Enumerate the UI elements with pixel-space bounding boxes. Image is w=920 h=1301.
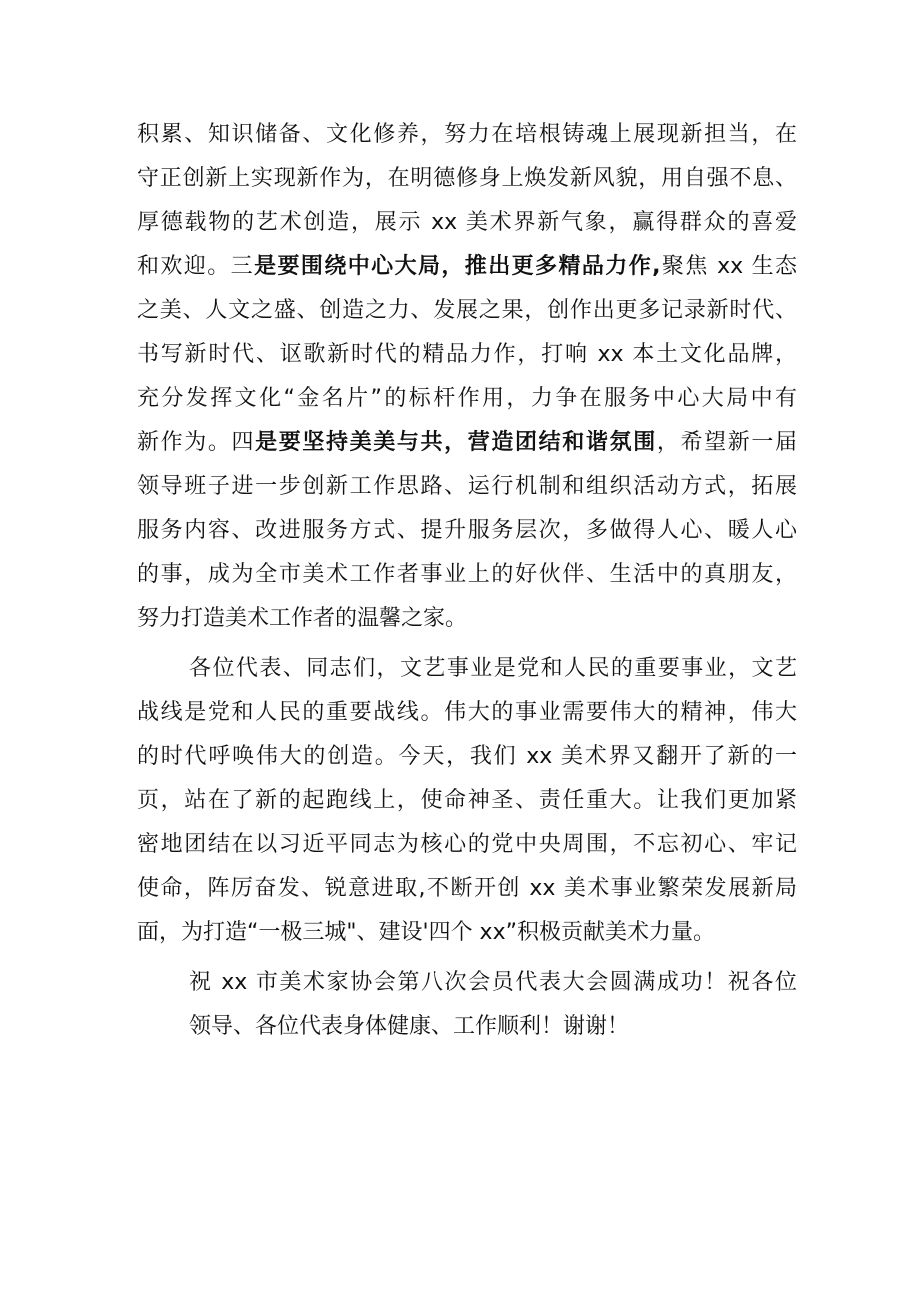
text-line: 领导、各位代表身体健康、工作顺利！谢谢！ xyxy=(189,1014,630,1039)
bold-heading-point-4: 是要坚持美美与共，营造团结和谐氛围 xyxy=(255,430,657,455)
text-line: 积累、知识储备、文化修养，努力在培根铸魂上展现新担当，在 xyxy=(137,122,797,147)
text-line xyxy=(137,421,797,465)
text-line: 使命，阵厉奋发、锐意进取,不断开创 xx 美术事业繁荣发展新局 xyxy=(137,876,797,901)
closing-paragraph xyxy=(137,961,797,1049)
text-line: 密地团结在以习近平同志为核心的党中央周围，不忘初心、牢记 xyxy=(137,832,797,857)
text-line: 领导班子进一步创新工作思路、运行机制和组织活动方式，拓展 xyxy=(137,474,797,499)
text-line xyxy=(137,245,797,289)
text-run: 和欢迎。三 xyxy=(137,254,255,279)
text-line: 祝 xx 市美术家协会第八次会员代表大会圆满成功！祝各位 xyxy=(189,970,797,995)
text-line: 努力打造美术工作者的温馨之家。 xyxy=(137,606,468,631)
text-line: 书写新时代、讴歌新时代的精品力作，打响 xx 本土文化品牌， xyxy=(137,342,797,367)
text-line: 的事，成为全市美术工作者事业上的好伙伴、生活中的真朋友， xyxy=(137,562,797,587)
text-line: 守正创新上实现新作为，在明德修身上焕发新风貌，用自强不息、 xyxy=(137,166,797,191)
text-line: 战线是党和人民的重要战线。伟大的事业需要伟大的精神，伟大 xyxy=(137,700,797,725)
text-line: 之美、人文之盛、创造之力、发展之果，创作出更多记录新时代、 xyxy=(137,298,797,323)
bold-heading-point-3: 是要围绕中心大局，推出更多精品力作, xyxy=(254,254,661,279)
paragraph-1 xyxy=(137,113,797,641)
text-line: 的时代呼唤伟大的创造。今天，我们 xx 美术界又翻开了新的一 xyxy=(137,744,797,769)
text-line: 充分发挥文化“金名片”的标杆作用，力争在服务中心大局中有 xyxy=(137,386,797,411)
text-run: ，希望新一届 xyxy=(656,430,797,455)
text-line: 服务内容、改进服务方式、提升服务层次，多做得人心、暖人心 xyxy=(137,518,797,543)
text-line: 厚德载物的艺术创造，展示 xx 美术界新气象，赢得群众的喜爱 xyxy=(137,210,797,235)
paragraph-2 xyxy=(137,647,797,955)
text-line: 各位代表、同志们，文艺事业是党和人民的重要事业，文艺 xyxy=(189,656,797,681)
text-run: 新作为。四 xyxy=(137,430,256,455)
text-line: 面，为打造“一极三城"、建设'四个 xx”积极贡献美术力量。 xyxy=(137,920,715,945)
text-line: 页，站在了新的起跑线上，使命神圣、责任重大。让我们更加紧 xyxy=(137,788,797,813)
text-run: 聚焦 xx 生态 xyxy=(660,254,797,279)
document-body xyxy=(137,113,797,1049)
